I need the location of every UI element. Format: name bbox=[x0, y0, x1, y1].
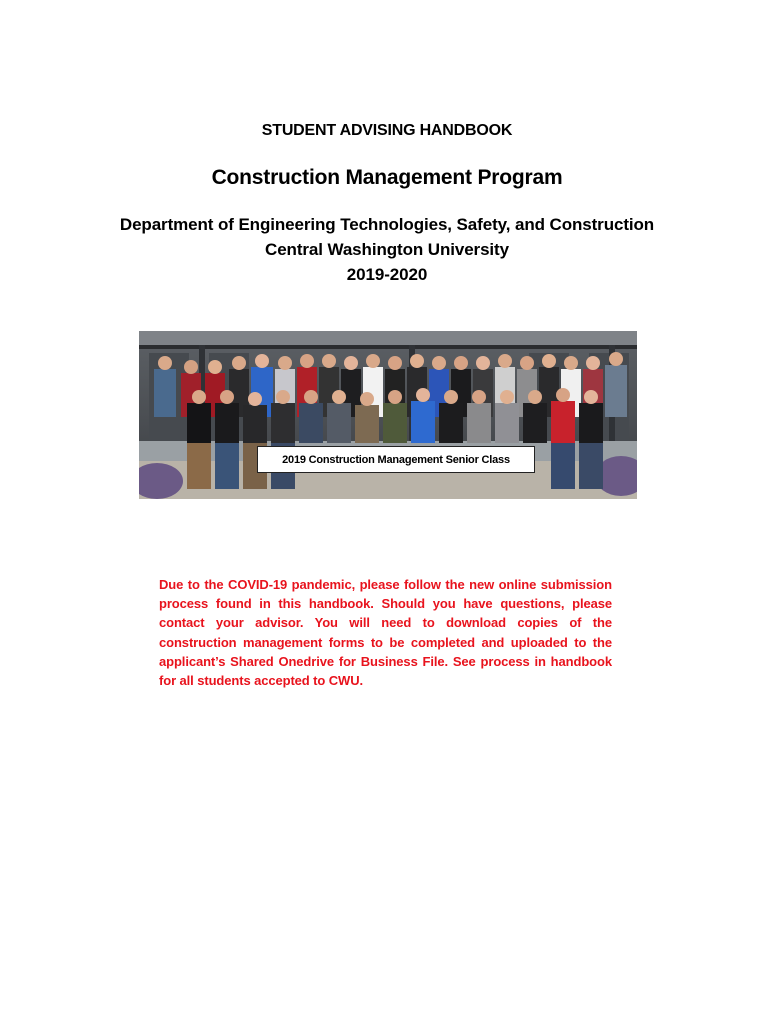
group-photo-image bbox=[139, 331, 637, 499]
senior-class-photo bbox=[139, 331, 637, 499]
handbook-label: STUDENT ADVISING HANDBOOK bbox=[261, 122, 513, 139]
covid-notice: Due to the COVID-19 pandemic, please follow the new online submission process found in this handbook. Should you have questions, please contact your advisor. You will need to download copies of the construction management forms to be completed and uploaded to the applicant’s Shared Onedrive for Business File. See process in handbook for all students accepted to CWU. bbox=[159, 577, 612, 689]
photo-caption: 2019 Construction Management Senior Class bbox=[257, 446, 535, 473]
program-title: Construction Management Program bbox=[211, 166, 563, 189]
academic-year: 2019-2020 bbox=[346, 265, 428, 284]
department-name: Department of Engineering Technologies, Safety, and Construction bbox=[119, 215, 655, 234]
institution-block bbox=[0, 212, 770, 287]
university-name: Central Washington University bbox=[265, 240, 509, 259]
